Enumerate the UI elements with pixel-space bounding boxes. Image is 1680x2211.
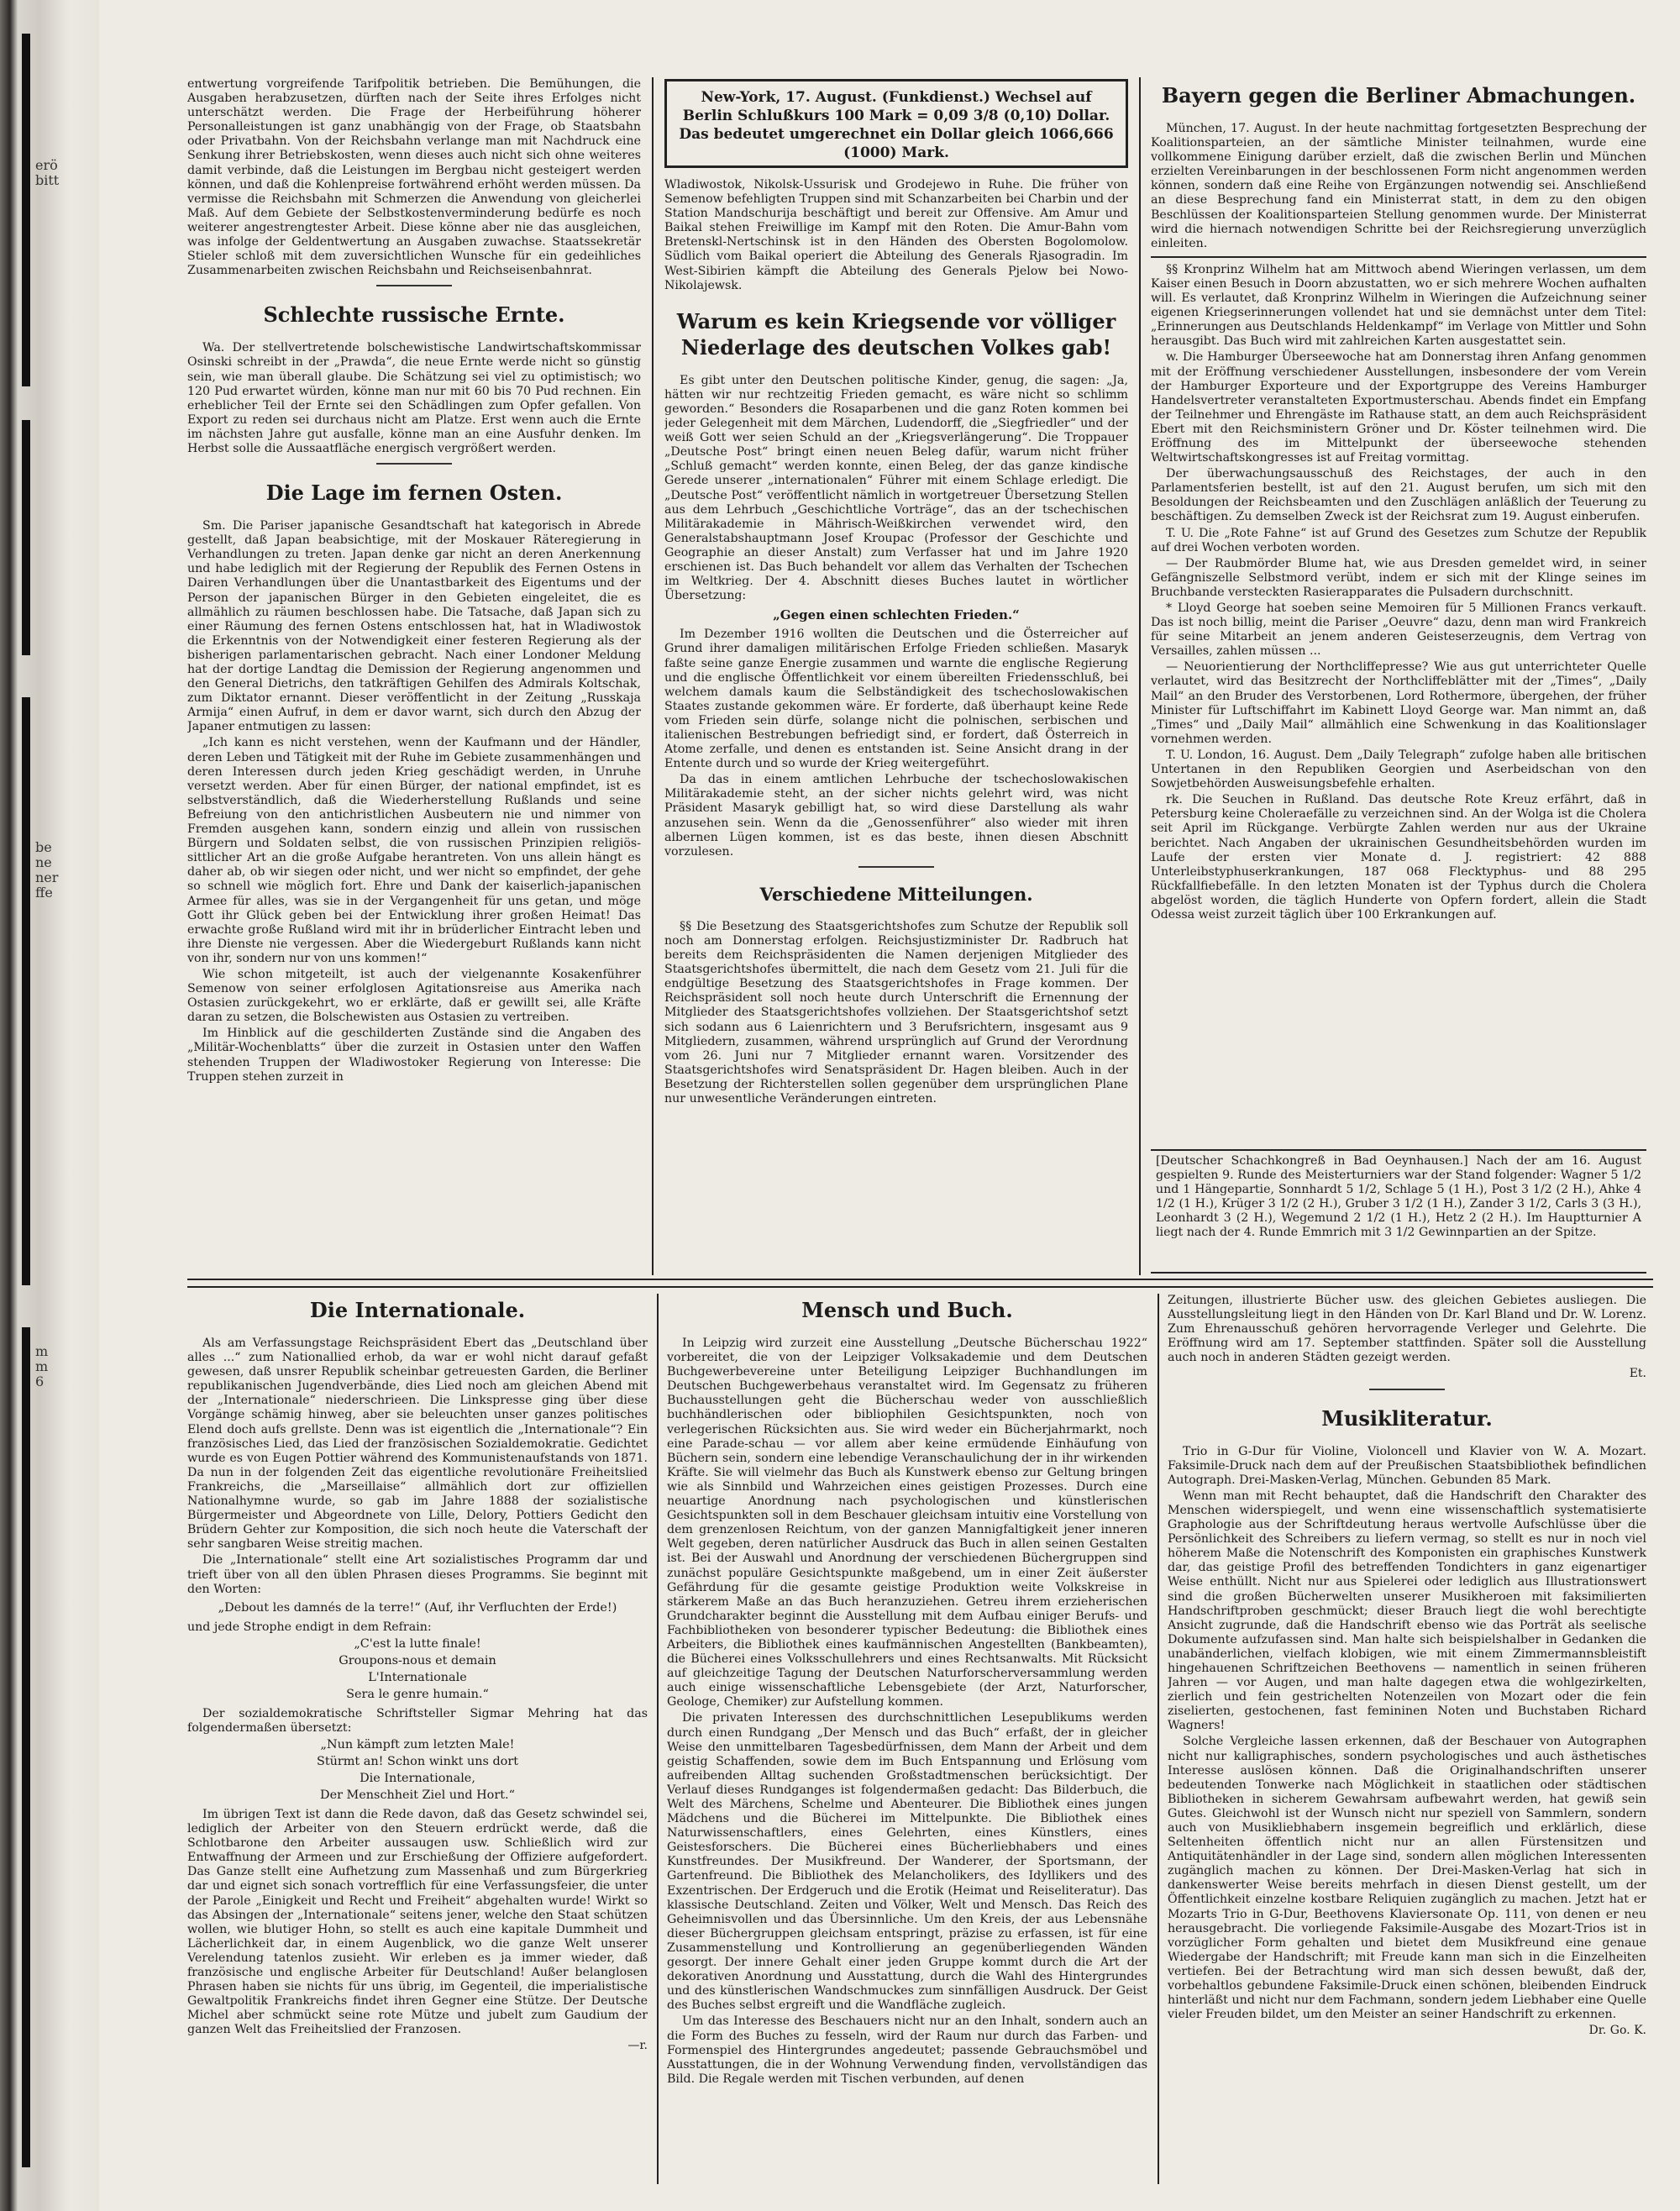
article-paragraph: Im übrigen Text ist dann die Rede davon, daß das Gesetz schwindel sei, lediglich der Arbeiter von den Steuern erdrückt werde, daß die Schlotbarone den Arbeiter aussaugen usw. Schließlich wird zur Entwaffnung der Armeen und zur Erschießung der Offiziere aufgefordert. Das Ganze stellt eine Aufhetzung zum Massenhaß und zum Bürgerkrieg dar und eignet sich sonach vortrefflich für eine Verfassungsfeier, die unter der Parole „Einigkeit und Recht und Freiheit“ abgehalten wurde! Wirkt so das Absingen der „Internationale“ seitens jener, welche den Staat schützen wollen, wie blutiger Hohn, so stellt es auch eine kapitale Dummheit und Lächerlichkeit dar, in einem Augenblick, wo die ganze Welt unserer Verelendung tatenlos zusieht. Wir erleben es ja immer wieder, daß französische und englische Arbeiter für Deutschland! Außer belanglosen Phrasen haben sie nichts für uns übrig, im Gegenteil, die imperialistische Gewaltpolitik Frankreichs findet ihren Gegner eine Stütze. Der Deutsche Michel aber schmückt seine rote Mütze und jubelt zum Gaudium der ganzen Welt das Freiheitslied der Franzosen. <box>187 1807 648 2037</box>
newspaper-page <box>99 0 1680 2211</box>
translation-line: Die Internationale, <box>360 1771 475 1785</box>
news-item: T. U. Die „Rote Fahne“ ist auf Grund des Gesetzes zum Schutze der Republik auf drei Wochen verboten worden. <box>1151 526 1646 554</box>
column-bottom-right <box>1168 1294 1646 2188</box>
article-paragraph: Trio in G-Dur für Violine, Violoncell und Klavier von W. A. Mozart. Faksimile-Druck nach dem auf der Preußischen Staatsbibliothek befindlichen Autograph. Drei-Masken-Verlag, München. Gebunden 85 Mark. <box>1168 1444 1646 1487</box>
article-paragraph: §§ Die Besetzung des Staatsgerichtshofes zum Schutze der Republik soll noch am Donnerstag erfolgen. Reichsjustizminister Dr. Radbruch hat bereits dem Reichspräsidenten die Namen derjenigen Mitglieder des Staatsgerichtshofes übermittelt, die nach dem Gesetz vom 21. Juli für die endgültige Besetzung des Staatsgerichtshofes in Frage kommen. Der Reichspräsident soll noch heute durch Unterschrift die Ernennung der Mitglieder des Staatsgerichtshofes vollziehen. Der Staatsgerichtshof setzt sich sodann aus 6 Laienrichtern und 3 Berufsrichtern, insgesamt aus 9 Mitgliedern, zusammen, während ursprünglich auf Grund der Verordnung vom 26. Juni nur 7 Mitglieder ernannt waren. Vorsitzender des Staatsgerichtshofes wird Senatspräsident Dr. Hagen bleiben. Auch in der Besetzung der Richterstellen sollen gegenüber dem ursprünglichen Plane nur unwesentliche Veränderungen eintreten. <box>664 919 1128 1106</box>
book-binding-edge <box>0 0 99 2211</box>
song-refrain-line: L'Internationale <box>368 1670 467 1684</box>
news-item: w. Die Hamburger Überseewoche hat am Donnerstag ihren Anfang genommen mit der Eröffnung verschiedener Ausstellungen, insbesondere der vom Verein der Hamburger Exporteure und der Exportgruppe des Vereins Hamburger Handelsvertreter veranstalteten Exportmusterschau. Abends findet ein Empfang der Teilnehmer und Ehrengäste im Rathause statt, an dem auch Reichspräsident Ebert mit den Reichsministern Gröner und Dr. Köster teilnehmen wird. Die Eröffnung des im Mittelpunkt der überseewoche stehenden Weltwirtschaftskongresses ist auf Freitag vormittag. <box>1151 350 1646 465</box>
headline-mensch-und-buch: Mensch und Buch. <box>801 1298 1013 1322</box>
margin-fragment: erö <box>35 157 58 173</box>
author-signature: Dr. Go. K. <box>1588 2024 1646 2038</box>
news-item: — Neuorientierung der Northcliffepresse? Wie aus gut unterrichteter Quelle verlautet, wird das Besitzrecht der Northcliffeblätter mit der „Times“, „Daily Mail“ an den Bruder des Verstorbenen, Lord Rothermore, übergehen, der früher Minister für Luftschiffahrt im Kabinett Lloyd George war. Man nimmt an, daß „Times“ und „Daily Mail“ allmählich eine Schwenkung in das Koalitionslager vornehmen werden. <box>1151 660 1646 746</box>
article-continuation: entwertung vorgreifende Tarifpolitik betrieben. Die Bemühungen, die Ausgaben herabzusetzen, dürften nach der Seite ihres Erfolges nicht unterschätzt werden. Die Frage der Herbeiführung höherer Personalleistungen ist ganz unabhängig von der Frage, ob Staatsbahn oder Privatbahn. Von der Reichsbahn verlange man mit Nachdruck eine Senkung ihrer Betriebskosten, wenn dieses auch nicht sich ohne weiteres damit verbinde, daß die Leistungen im Bergbau nicht gesteigert werden können, und daß die Kohlenpreise fortwährend erhöht werden müssen. Da vermisse die Reichsbahn mit Schmerzen die Anwendung von gleicherlei Maß. Auf dem Gebiete der Selbstkostenverminderung bedürfe es noch weiterer angestrengtester Arbeit. Diese könne aber nie das ausgleichen, was infolge der Geldentwertung an Ausgaben zuwachse. Staatssekretär Stieler schloß mit dem zuversichtlichen Wunsche für ein gedeihliches Zusammenarbeiten zwischen Reichsbahn und Reichseisenbahnrat. <box>187 77 641 278</box>
article-paragraph: Der sozialdemokratische Schriftsteller Sigmar Mehring hat das folgendermaßen übersetzt: <box>187 1706 648 1735</box>
song-quote: „Debout les damnés de la terre!“ (Auf, ihr Verfluchten der Erde!) <box>218 1600 617 1615</box>
exchange-rate-box: New-York, 17. August. (Funkdienst.) Wechsel auf Berlin Schlußkurs 100 Mark = 0,09 3/8 (0,10) Dollar. Das bedeutet umgerechnet ein Dollar gleich 1066,666 (1000) Mark. <box>664 79 1128 168</box>
column-left <box>187 77 641 1274</box>
news-item: T. U. London, 16. August. Dem „Daily Telegraph“ zufolge haben alle britischen Untertanen in den Republiken Georgien und Aserbeidschan von den Sowjetbehörden Ausweisungsbefehle erhalten. <box>1151 748 1646 791</box>
song-refrain-line: Sera le genre humain.“ <box>346 1687 489 1701</box>
chess-congress-box: [Deutscher Schachkongreß in Bad Oeynhausen.] Nach der am 16. August gespielten 9. Runde des Meisterturniers war der Stand folgender: Wagner 5 1/2 und 1 Hängepartie, Sonnhardt 5 1/2, Schlage 5 (1 H.), Post 3 1/2 (2 H.), Ahke 4 1/2 (1 H.), Krüger 3 1/2 (2 H.), Gruber 3 1/2 (1 H.), Zander 3 1/2, Carls 3 (3 H.), Leonhardt 3 (2 H.), Wegemund 2 1/2 (1 H.), Hetz 2 (2 H.). Im Hauptturnier A liegt nach der 4. Runde Emmrich mit 3 1/2 Gewinnpartien an der Spitze. <box>1151 1149 1646 1274</box>
article-paragraph: Im Dezember 1916 wollten die Deutschen und die Österreicher auf Grund ihrer damaligen militärischen Erfolge Frieden schließen. Masaryk faßte seine ganze Energie zusammen und warnte die englische Regierung und die englische Öffentlichkeit vor einem übereilten Friedensschluß, bei welchem damals kaum die Selbständigkeit des tschechoslowakischen Staates zustande gekommen wäre. Er forderte, daß überhaupt keine Rede vom Frieden sein dürfe, solange nicht die polnischen, serbischen und italienischen Bestrebungen befriedigt sind, er fordert, daß Österreich in Atome zerfalle, und denen es entstanden ist. Seine Ansicht drang in der Entente durch und so wurde der Krieg weitergeführt. <box>664 628 1128 771</box>
article-paragraph: München, 17. August. In der heute nachmittag fortgesetzten Besprechung der Koalitionsparteien, an der sämtliche Minister teilnahmen, wurde eine vollkommene Einigung darüber erzielt, daß die zwischen Berlin und München erzielten Vereinbarungen in der beschlossenen Form nicht angenommen werden können, sondern daß eine Reihe von Ergänzungen notwendig sei. Anschließend an diese Besprechung fand ein Ministerrat statt, in dem zu den obigen Beschlüssen der Koalitionsparteien Stellung genommen wurde. Der Ministerrat wird die hiernach notwendigen Schritte bei der Reichsregierung unverzüglich einleiten. <box>1151 122 1646 250</box>
article-paragraph: Wie schon mitgeteilt, ist auch der vielgenannte Kosakenführer Semenow von seiner erfolglosen Agitationsreise aus Amerika nach Ostasien zurückgekehrt, wo er erklärte, daß er gewillt sei, alle Kräfte daran zu setzen, die Bolschewisten aus Ostasien zu vertreiben. <box>187 967 641 1025</box>
article-paragraph: Wa. Der stellvertretende bolschewistische Landwirtschaftskommissar Osinski schreibt in der „Prawda“, die neue Ernte werde nicht so günstig sein, wie man überall glaube. Die Schätzung sei viel zu optimistisch; wo 120 Pud erwartet würden, könne man nur mit 60 bis 70 Pud rechnen. Ein erheblicher Teil der Ernte sei den Schädlingen zum Opfer gefallen. Von Export zu reden sei durchaus nicht am Platze. Erst wenn auch die Ernte im nächsten Jahre gut ausfalle, könne man an eine Ausfuhr denken. Im Herbst solle die Aussaatfläche energisch vergrößert werden. <box>187 341 641 455</box>
article-paragraph: In Leipzig wird zurzeit eine Ausstellung „Deutsche Bücherschau 1922“ vorbereitet, die von der Leipziger Volksakademie und dem Deutschen Buchgewerbevereine unter Beteiligung Leipziger Buchhandlungen im Deutschen Buchgewerbehaus veranstaltet wird. Im Gegensatz zu früheren Buchausstellungen geht die Bücherschau weder von ausschließlich buchhändlerischen oder bibliophilen Gesichtspunkten, noch von verlegerischen Rücksichten aus. Sie wird weder ein Bücherjahrmarkt, noch eine Parade-schau — vor allem aber keine ermüdende Einhäufung von Büchern sein, sondern eine lebendige Veranschaulichung der in ihr wirkenden Kräfte. Sie will vielmehr das Buch als Kunstwerk ebenso zur Geltung bringen wie als Sinnbild und Wahrzeichen eines geistigen Prozesses. Durch eine neuartige Anordnung nach psychologischen und künstlerischen Gesichtspunkten soll in dem Beschauer gleichsam intuitiv eine Vorstellung von dem grenzenlosen Reichtum, von der ganzen Mannigfaltigkeit jener inneren Welt gegeben, deren natürlicher Ausdruck das Buch in allen seinen Gestalten ist. Bei der Auswahl und Anordnung der verschiedenen Büchergruppen sind zunächst populäre Gesichtspunkte maßgebend, um in einer Zeit äußerster Gefährdung für die gesamte geistige Produktion weite Volkskreise in stärkerem Maße an das Buch heranzuziehen. Getreu ihrem erzieherischen Grundcharakter beginnt die Ausstellung mit dem Aufbau einiger Berufs- und Fachbibliotheken von besonderer typischer Bedeutung: die Bibliothek eines Arbeiters, die Bibliothek eines kaufmännischen Angestellten (Bankbeamten), die Bücherei eines Volksschullehrers und eines Rechtsanwalts. Mit Rücksicht auf gleichzeitige Tagung der Deutschen Naturforscherversammlung werden auch einige wissenschaftliche Lebensgebiete (der Arzt, Naturforscher, Geologe, Chemiker) zur Aufstellung kommen. <box>667 1337 1147 1709</box>
author-signature: —r. <box>627 2039 648 2053</box>
binding-strip <box>22 697 30 1285</box>
article-paragraph: Als am Verfassungstage Reichspräsident Ebert das „Deutschland über alles ...“ zum Nationallied erhob, da war er wohl nicht darauf gefaßt gewesen, daß unsrer Republik scheinbar getreuesten Garden, die Berliner republikanischen Jugendverbände, dies Lied noch am gleichen Abend mit der „Internationale“ niederschrieen. Die Linkspresse ging über diese Vorgänge schämig hinweg, aber sie beleuchten unser ganzes politisches Elend doch aufs grellste. Denn was ist eigentlich die „Internationale“? Ein französisches Lied, das Lied der französischen Sozialdemokratie. Gedichtet wurde es von Eugen Pottier während des Kommunistenaufstands von 1871. Da nun in der folgenden Zeit das eigentliche revolutionäre Freiheitslied Frankreichs, die „Marseillaise“ allmählich dort zur offiziellen Nationalhymne wurde, so gab im Jahre 1888 der sozialistische Bürgermeister und Abgeordnete von Lille, Delory, Pottiers Gedicht den Brüdern Gehter zur Komposition, die sich noch heute die Vaterschaft der sehr sangbaren Weise streitig machen. <box>187 1337 648 1552</box>
news-item: — Der Raubmörder Blume hat, wie aus Dresden gemeldet wird, in seiner Gefängniszelle Selbstmord verübt, indem er sich mit der Klinge seines im Bruchbande versteckten Rasierapparates die Pulsadern durchschnitt. <box>1151 556 1646 599</box>
article-paragraph: Im Hinblick auf die geschilderten Zustände sind die Angaben des „Militär-Wochenblatts“ über die zurzeit in Ostasien unter den Waffen stehenden Truppen der Wladiwostoker Regierung von Interesse: Die Truppen stehen zurzeit in <box>187 1027 641 1084</box>
translation-line: Der Menschheit Ziel und Hort.“ <box>320 1788 515 1802</box>
margin-fragment: ne <box>35 854 52 870</box>
headline-war-end: Warum es kein Kriegsende vor völliger Niederlage des deutschen Volkes gab! <box>676 308 1116 360</box>
binding-strip <box>22 420 30 655</box>
binding-strip <box>22 1327 30 2167</box>
article-separator <box>376 463 452 465</box>
news-item: rk. Die Seuchen in Rußland. Das deutsche Rote Kreuz erfährt, daß in Petersburg keine Choleraefälle zu verzeichnen sind. An der Wolga ist die Cholera seit April im Rückgange. Verbürgte Zahlen werden nur aus der Ukraine berichtet. Nach Angaben der ukrainischen Gesundheitsbehörden wurden im Laufe der ersten vier Monate d. J. registriert: 42 888 Unterleibstyphuserkrankungen, 187 068 Flecktyphus- und 88 295 Rückfallfiebefälle. In den letzten Monaten ist der Typhus durch die Cholera abgelöst worden, die täglich Hunderte von Opfern fordert, allein die Stadt Odessa weist zurzeit täglich über 100 Erkrankungen auf. <box>1151 793 1646 922</box>
headline-internationale: Die Internationale. <box>309 1298 526 1322</box>
translation-line: Stürmt an! Schon winkt uns dort <box>317 1754 518 1768</box>
margin-fragment: m <box>35 1358 49 1374</box>
column-middle <box>664 178 1128 1274</box>
column-rule <box>652 77 654 1275</box>
article-continuation: Wladiwostok, Nikolsk-Ussurisk und Grodejewo in Ruhe. Die früher von Semenow befehligten Truppen sind mit Schanzarbeiten bei Charbin und der Station Mandschurija beschäftigt und bereit zur Offensive. Am Amur und Baikal stehen Freiwillige im Kampf mit den Roten. Die Amur-Bahn vom Bretenskl-Nertschinsk ist in den Händen des Obersten Bogolomolow. Südlich vom Baikal operiert die Abteilung des Generals Rjasogradin. Im West-Sibirien kämpft die Abteilung des Generals Pjelow bei Nowo-Nikolajewsk. <box>664 178 1128 292</box>
article-paragraph: Solche Vergleiche lassen erkennen, daß der Beschauer von Autographen nicht nur kalligraphisches, sondern psychologisches und auch ästhetisches Interesse auslösen können. Daß die Originalhandschriften unserer bedeutenden Tonwerke nach Möglichkeit in staatlichen oder städtischen Bibliotheken in sicherem Gewahrsam aufbewahrt werden, hat gewiß sein Gutes. Gleichwohl ist der Wunsch nicht nur speziell von Sammlern, sondern auch von Musikliebhabern insgemein begreiflich und erklärlich, diese Seltenheiten öffentlich nicht nur an allen Fürstensitzen und Antiquitätenhändler in der Lage sind, sondern allen möglichen Interessenten zugänglich machen zu können. Der Drei-Masken-Verlag hat sich in dankenswerter Weise bereits mehrfach in diesen Dienst gestellt, um der Öffentlichkeit einzelne kostbare Reliquien zugänglich zu machen. Jetzt hat er Mozarts Trio in G-Dur, Beethovens Klaviersonate Op. 111, von denen er neu herausgebracht. Die vorliegende Faksimile-Ausgabe des Mozart-Trios ist in vorzüglicher Form gehalten und bietet dem Musikfreund eine genaue Wiedergabe der Handschrift; mit Freude kann man sich in die Einzelheiten vertiefen. Bei der Betrachtung wird man sich dessen bewußt, daß der, vorbehaltlos gebundene Faksimile-Druck einen schönen, bleibenden Eindruck hinterläßt und nicht nur dem Fachmann, sondern jedem Liebhaber eine Quelle vieler Freuden bildet, um den Meister an seiner Handschrift zu erkennen. <box>1168 1735 1646 2022</box>
article-paragraph: „Ich kann es nicht verstehen, wenn der Kaufmann und der Händler, deren Leben und Tätigkeit mit der Ruhe im Gebiete zusammenhängen und deren Interessen durch jeden Krieg geschädigt werden, in Unruhe versetzt werden. Aber für einen Bürger, der national empfindet, ist es selbstverständlich, daß die Wiederherstellung Rußlands und seine Befreiung von den antichristlichen Ausbeutern nie und nimmer von Fremden ausgehen kann, sondern einzig und allein von russischen Bürgern und Soldaten selbst, die von russischen Prinzipien religiös-sittlicher Art an die große Aufgabe herantreten. Von uns allein hängt es daher ab, ob wir siegen oder nicht, und wer nicht so empfindet, der gehe so schnell wie möglich fort. Ehre und Dank der kaiserlich-japanischen Armee für alles, was sie in der Vergangenheit für uns getan, und möge Gott ihr Glück geben bei der Entwicklung ihrer großen Heimat! Das erwachte große Rußland wird mit ihr in brüderlicher Eintracht leben und ihre Dienste nie vergessen. Aber die Wiedergeburt Rußlands kann nicht von ihr, sondern nur von uns kommen!“ <box>187 736 641 965</box>
margin-fragment: m <box>35 1343 49 1359</box>
quoted-subheading: „Gegen einen schlechten Frieden.“ <box>773 607 1020 623</box>
song-refrain-line: „C'est la lutte finale! <box>354 1636 481 1651</box>
news-item: Der überwachungsausschuß des Reichstages, der auch in den Parlamentsferien bestellt, ist auf den 21. August berufen, um sich mit den Besoldungen der Reichsbeamten und den Zuschlägen anläßlich der Teuerung zu beschäftigen. Zu demselben Zweck ist der Reichsrat zum 19. August einberufen. <box>1151 467 1646 524</box>
headline-bavaria: Bayern gegen die Berliner Abmachungen. <box>1161 83 1636 108</box>
article-paragraph: und jede Strophe endigt in dem Refrain: <box>187 1620 432 1634</box>
article-paragraph: Um das Interesse des Beschauers nicht nur an den Inhalt, sondern auch an die Form des Buches zu fesseln, wird der Raum nur durch das Farben- und Formenspiel des Hintergrundes angedeutet; passende Gebrauchsmöbel und Ausstattungen, die in der Wohnung Verwendung finden, vervollständigen das Bild. Die Regale werden mit Tischen verbunden, auf denen <box>667 2014 1147 2086</box>
article-separator <box>1369 1389 1445 1390</box>
article-paragraph: Da das in einem amtlichen Lehrbuche der tschechoslowakischen Militärakademie steht, an der sicher nichts gelehrt wird, was nicht Präsident Masaryk gebilligt hat, so wird diese Darstellung als wahr anzusehen sein. Wenn da die „Genossenführer“ also wieder mit ihren albernen Lügen kommen, ist es das beste, ihnen diesen Abschnitt vorzulesen. <box>664 773 1128 859</box>
song-refrain-line: Groupons-nous et demain <box>339 1653 496 1667</box>
article-separator <box>858 866 934 868</box>
article-paragraph: Es gibt unter den Deutschen politische Kinder, genug, die sagen: „Ja, hätten wir nur rechtzeitig Frieden gemacht, es wäre nicht so schlimm geworden.“ Besonders die Rosaparbenen und die ganz Roten kommen bei jeder Gelegenheit mit dem Märchen, Ludendorff, die „Siegfriedler“ und der weiß Gott wer seien Schuld an der „Kriegsverlängerung“. Die Troppauer „Deutsche Post“ bringt einen neuen Beleg dafür, warum nicht früher „Schluß gemacht“ werden konnte, einen Beleg, der das ganze kindische Gerede unserer „internationalen“ Führer mit einem Schlage erledigt. Die „Deutsche Post“ veröffentlicht nämlich in wortgetreuer Übersetzung Stellen aus dem Lehrbuch „Geschichtliche Vorträge“, das an der tschechischen Militärakademie in Mährisch-Weißkirchen verwendet wird, den Generalstabshauptmann Josef Kroupac (Professor der Geschichte und Geographie an dieser Anstalt) zum Verfasser hat und im Jahre 1920 erschienen ist. Das Buch behandelt vor allem das Verhalten der Tschechen im Weltkrieg. Der 4. Abschnitt dieses Buches lautet in wörtlicher Übersetzung: <box>664 373 1128 603</box>
column-rule <box>1139 77 1141 1275</box>
news-item: §§ Kronprinz Wilhelm hat am Mittwoch abend Wieringen verlassen, um dem Kaiser einen Besuch in Doorn abzustatten, wo er sich mehrere Wochen aufhalten will. Es verlautet, daß Kronprinz Wilhelm in Wieringen die Aufzeichnung seiner eigenen Kriegserinnerungen vollendet hat und sie demnächst unter dem Titel: „Erinnerungen aus Deutschlands Heldenkampf“ im Verlage von Mittler und Sohn herausgibt. Das Buch wird mit zahlreichen Karten ausgestattet sein. <box>1151 262 1646 349</box>
column-bottom-left <box>187 1294 648 2188</box>
column-rule <box>657 1294 659 2184</box>
column-bottom-middle <box>667 1294 1147 2188</box>
margin-fragment: 6 <box>35 1373 45 1389</box>
margin-fragment: ner <box>35 869 59 885</box>
translation-line: „Nun kämpft zum letzten Male! <box>320 1737 515 1751</box>
margin-fragment: ffe <box>35 885 53 901</box>
article-paragraph: Die privaten Interessen des durchschnittlichen Lesepublikums werden durch einen Rundgang „Der Mensch und das Buch“ erfaßt, der in gleicher Weise den unmittelbaren Tagesbedürfnissen, dem Mann der Arbeit und dem geistig Schaffenden, sowie dem im Buch Entspannung und Erlösung vom aufreibenden Alltag suchenden Großstadtmenschen berücksichtigt. Der Verlauf dieses Rundganges ist folgendermaßen gedacht: Das Bilderbuch, die Welt des Märchens, Schelme und Abenteurer. Die Bibliothek eines jungen Mädchens und die Bücherei im Mittelpunkte. Die Bibliothek eines Naturwissenschaftlers, eines Gelehrten, eines Künstlers, eines Geistesforschers. Die Bücherei eines Bücherliebhabers und eines Kunstfreundes. Der Musikfreund. Der Wanderer, der Sportsmann, der Gartenfreund. Die Bibliothek des Melancholikers, des Idyllikers und des Exzentrischen. Der Erdgeruch und die Erotik (Heimat und Reiseliteratur). Das klassische Deutschland. Zeiten und Völker, Welt und Mensch. Das Reich des Geheimnisvollen und das Übersinnliche. Um den Kreis, der aus Lebensnähe dieser Büchergruppen gleichsam entspringt, präzise zu erfassen, ist für eine Zusammenstellung und Kontrollierung an gegenüberliegenden Wänden gesorgt. Der innere Gehalt einer jeden Gruppe kommt durch die Art der dekorativen Anordnung und Ausstattung, durch die Wahl des Hintergrundes und des künstlerischen Wandschmuckes zum sinnfälligen Ausdruck. Der Geist des Buches selbst ergreift und die Wandfläche zugleich. <box>667 1711 1147 2013</box>
article-continuation: Zeitungen, illustrierte Bücher usw. des gleichen Gebietes ausliegen. Die Ausstellungsleitung liegt in den Händen von Dr. Karl Bland und Dr. W. Lorenz. Zum Ehrenausschuß gehören hervorragende Verleger und Gelehrte. Die Eröffnung wird am 17. September stattfinden. Später soll die Ausstellung auch noch in anderen Städten gezeigt werden. <box>1168 1294 1646 1365</box>
article-paragraph: Die „Internationale“ stellt eine Art sozialistisches Programm dar und trieft über von all den üblen Phrasen dieses Programms. Sie beginnt mit den Worten: <box>187 1553 648 1596</box>
headline-far-east: Die Lage im fernen Osten. <box>265 481 563 506</box>
margin-fragment: be <box>35 839 52 855</box>
column-rule <box>1158 1294 1159 2184</box>
headline-misc-news: Verschiedene Mitteilungen. <box>759 883 1033 905</box>
article-paragraph: Wenn man mit Recht behauptet, daß die Handschrift den Charakter des Menschen widerspiegelt, und wenn eine wissenschaftlich systematisierte Graphologie aus der Schriftdeutung heraus wertvolle Aufschlüsse über die Persönlichkeit des Schreibers zu liefern vermag, so stellt es nur in noch viel höherem Maße die Notenschrift des Komponisten ein graphisches Kunstwerk dar, das geistige Profil des betreffenden Tondichters in ganz eigenartiger Weise enthüllt. Nicht nur aus Spielerei oder lediglich aus Illustrationswert sind die großen Bücherwelten unserer Musikheroen mit faksimilierten Handschriftproben geschmückt; dieser Brauch liegt die wohl berechtigte Ansicht zugrunde, daß die Handschrift ebenso wie das Porträt als seelische Dokumente aufzufassen sind. Man halte sich beispielshalber in Gedanken die unabänderlichen, vielfach klobigen, wie mit einem Zimmermannsbleistift hingehauenen Schriftzeichen Beethovens — namentlich in seinen früheren Jahren — vor Augen, und man halte dagegen etwa die wohlgezirkelten, zierlich und fein gestrichelten Notenzeilen von Mozart oder die fein ziselierten, gestochenen, fast femininen Noten und Buchstaben Richard Wagners! <box>1168 1489 1646 1733</box>
article-paragraph: Sm. Die Pariser japanische Gesandtschaft hat kategorisch in Abrede gestellt, daß Japan beabsichtige, mit der Moskauer Räteregierung in Verhandlungen zu treten. Japan denke gar nicht an deren Anerkennung und habe lediglich mit der Regierung der Republik des Fernen Ostens in Dairen Verhandlungen über die Unantastbarkeit des Eigentums und der Person der japanischen Bürger in den Gebieten eingeleitet, die es allmählich zu räumen beschlossen habe. Die Tatsache, daß Japan sich zu einer Räumung des fernen Ostens entschlossen hat, hat in Wladiwostok die Erkenntnis von der Notwendigkeit einer festeren Regierung als der bisherigen parlamentarischen gebracht. Nach einer Londoner Meldung hat der dortige Landtag die Demission der Regierung angenommen und den General Dietrichs, den tatkräftigen Gehilfen des Admirals Koltschak, zum Diktator ernannt. Dieser veröffentlicht in der Zeitung „Russkaja Armija“ einen Aufruf, in dem er davor warnt, sich durch den Abzug der Japaner entmutigen zu lassen: <box>187 519 641 734</box>
article-separator <box>376 285 452 286</box>
column-right <box>1151 77 1646 1144</box>
margin-fragment: bitt <box>35 172 60 188</box>
headline-russian-harvest: Schlechte russische Ernte. <box>263 302 565 328</box>
author-signature: Et. <box>1629 1367 1646 1381</box>
news-item: * Lloyd George hat soeben seine Memoiren für 5 Millionen Francs verkauft. Das ist noch billig, meint die Pariser „Oeuvre“ dazu, denn man wird Frankreich für seine Mitarbeit an jenem anderen Geisteserzeugnis, dem Vertrag von Versailles, zahlen müssen ... <box>1151 601 1646 659</box>
binding-strip <box>22 34 30 386</box>
news-separator <box>1151 256 1646 258</box>
headline-music-literature: Musikliteratur. <box>1321 1405 1493 1431</box>
section-divider <box>187 1279 1653 1288</box>
